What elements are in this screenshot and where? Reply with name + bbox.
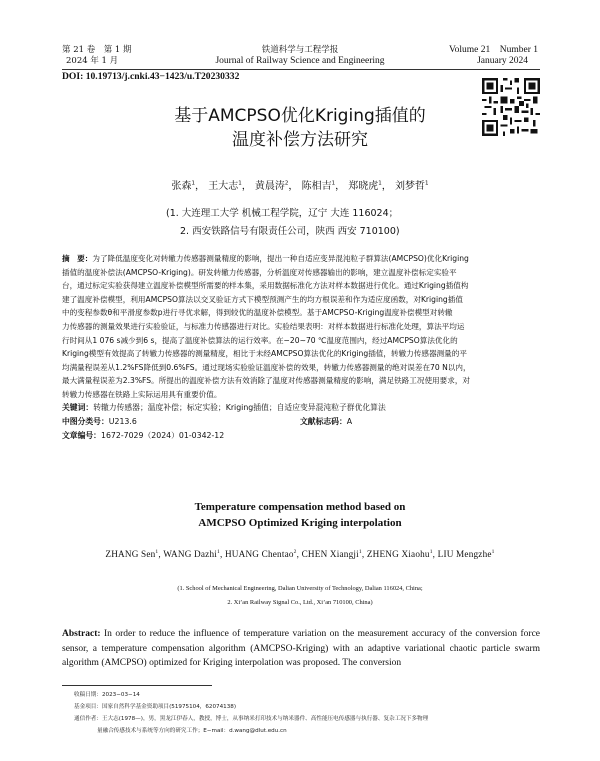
header-rule [62, 69, 540, 70]
author-cn: 刘梦哲 [394, 181, 425, 192]
title-cn-line2: 温度补偿方法研究 [232, 130, 368, 150]
abstract-cn-line: Kriging模型有效提高了转辙力传感器的测量精度，相比于未经AMCPSO算法优化的Kriging插值，转辙力传感器测量的平 [62, 349, 467, 359]
title-en-line1: Temperature compensation method based on [194, 501, 406, 513]
doi: DOI: 10.19713/j.cnki.43−1423/u.T20230332 [62, 71, 240, 82]
author-sup: 2 [284, 180, 289, 187]
author-sup: 1 [424, 180, 429, 187]
abstract-en-text: In order to reduce the influence of temperature variation on the measurement accuracy of the conversion force sensor, a temperature compensation algorithm (AMCPSO-Kriging) with an adaptive variational chaotic particle swarm algorithm (AMCPSO) optimized for Kriging interpolation was proposed. The conversion [62, 629, 541, 668]
article-number: 文章编号：1672-7029（2024）01-0342-12 [62, 431, 225, 440]
keywords-cn [62, 401, 386, 414]
class-number: 中图分类号：U213.6 [62, 417, 137, 426]
affiliation-cn: 2. 西安铁路信号有限责任公司，陕西 西安 710100) [180, 226, 400, 237]
date-cn: 2024 年 1 月 [66, 56, 119, 66]
footnote-corresponding: 通信作者：王大志(1978—)，男，黑龙江伊春人，教授，博士，从事纳米打印技术与纳米器件、高性能压电传感器与执行器、复杂工况下多物理 [74, 716, 429, 722]
author-sup: 1 [378, 180, 382, 187]
keywords-label: 关键词： [62, 403, 94, 412]
footnote-corresponding-cont: 量融合传感技术与系统等方向的研究工作；E−mail：d.wang@dlut.edu.cn [97, 728, 287, 734]
volume-issue-en: Volume 21 Number 1 [448, 45, 538, 55]
abstract-cn-line: 插值的温度补偿法(AMCPSO-Kriging)。研发转辙力传感器，分析温度对传感器输出的影响，建立温度补偿标定实验平 [62, 267, 457, 277]
abstract-en-label: Abstract: [62, 629, 101, 639]
abstract-en [62, 627, 540, 671]
abstract-cn-line: 最大满量程误差为2.3%FS。所提出的温度补偿方法有效消除了温度对传感器测量精度的影响，满足铁路工况使用要求，对 [62, 376, 471, 386]
date-en: January 2024 [477, 56, 528, 66]
authors-en: ZHANG Sen$^1$, WANG Dazhi$^1$, HUANG Chentao$^2$, CHEN Xiangji$^1$, ZHENG Xiaohu$^1$, LIU Mengzhe$^1$ [105, 549, 495, 560]
author-sup: 1 [238, 180, 242, 187]
abstract-cn [62, 252, 540, 402]
affiliation-en: (1. School of Mechanical Engineering, Dalian University of Technology, Dalian 116024, China; [177, 585, 423, 592]
author-cn: 陈相吉 [301, 181, 332, 192]
abstract-cn-line: 台，通过标定实验获得建立温度补偿模型所需要的样本集，采用数据标准化方法对样本数据进行优化。通过Kriging插值构 [62, 281, 469, 291]
journal-name-cn: 铁道科学与工程学报 [261, 45, 339, 55]
author-sup: 1 [331, 180, 336, 187]
author-cn: 张森 [171, 181, 192, 192]
keywords-text: 转辙力传感器；温度补偿；标定实验；Kriging插值；自适应变异混沌粒子群优化算法 [93, 403, 386, 412]
authors-cn: 张森$^1$， 王大志$^1$， 黄晨涛$^2$， 陈相吉$^1$， 郑晓虎$^1$， 刘梦哲$^1$ [171, 180, 429, 192]
footnote-rule [62, 685, 212, 686]
author-cn: 郑晓虎 [348, 181, 379, 192]
abstract-cn-line: 行时间从1 076 s减少到6 s，提高了温度补偿算法的运行效率。在−20~70 ℃温度范围内，经过AMCPSO算法优化的 [62, 335, 458, 345]
affiliation-cn: (1. 大连理工大学 机械工程学院，辽宁 大连 116024； [166, 208, 399, 219]
journal-name-en: Journal of Railway Science and Engineering [215, 56, 385, 66]
title-en-line2: AMCPSO Optimized Kriging interpolation [198, 517, 402, 529]
author-cn: 王大志 [208, 181, 239, 192]
abstract-cn-line: 摘 要：为了降低温度变化对转辙力传感器测量精度的影响，提出一种自适应变异混沌粒子群算法(AMCPSO)优化Kriging [62, 254, 469, 263]
abstract-cn-line: 中的变程参数θ和平滑度参数p进行寻优求解，得到较优的温度补偿模型。基于AMCPSO-Kriging温度补偿模型对转辙 [62, 308, 453, 318]
footnote-funding: 基金项目：国家自然科学基金资助项目(51975104，62074138) [74, 704, 236, 710]
abstract-cn-line: 转辙力传感器在铁路上实际运用具有重要价值。 [62, 389, 222, 399]
author-sup: 1 [191, 180, 196, 187]
abstract-cn-label: 摘 要： [62, 254, 93, 263]
footnote-received: 收稿日期：2023−03−14 [74, 692, 140, 698]
abstract-cn-line: 均满量程误差从1.2%FS降低到0.6%FS。通过现场实验验证温度补偿的效果，转辙力传感器测量的绝对误差在70 N以内， [62, 362, 471, 372]
document-code: 文献标志码：A [300, 417, 353, 426]
title-cn-line1: 基于AMCPSO优化Kriging插值的 [174, 106, 426, 126]
affiliation-en: 2. Xi’an Railway Signal Co., Ltd., Xi’an 710100, China) [227, 599, 373, 606]
volume-issue-cn: 第 21 卷 第 1 期 [62, 45, 132, 55]
abstract-cn-line: 建了温度补偿模型，利用AMCPSO算法以交叉验证方式下模型预测产生的均方根误差和作为适应度函数，对Kriging插值 [62, 294, 463, 304]
abstract-cn-line: 力传感器的测量效果进行实验验证，与标准力传感器进行对比。实验结果表明：对样本数据进行标准化处理，算法平均运 [62, 321, 465, 331]
author-cn: 黄晨涛 [254, 181, 285, 192]
